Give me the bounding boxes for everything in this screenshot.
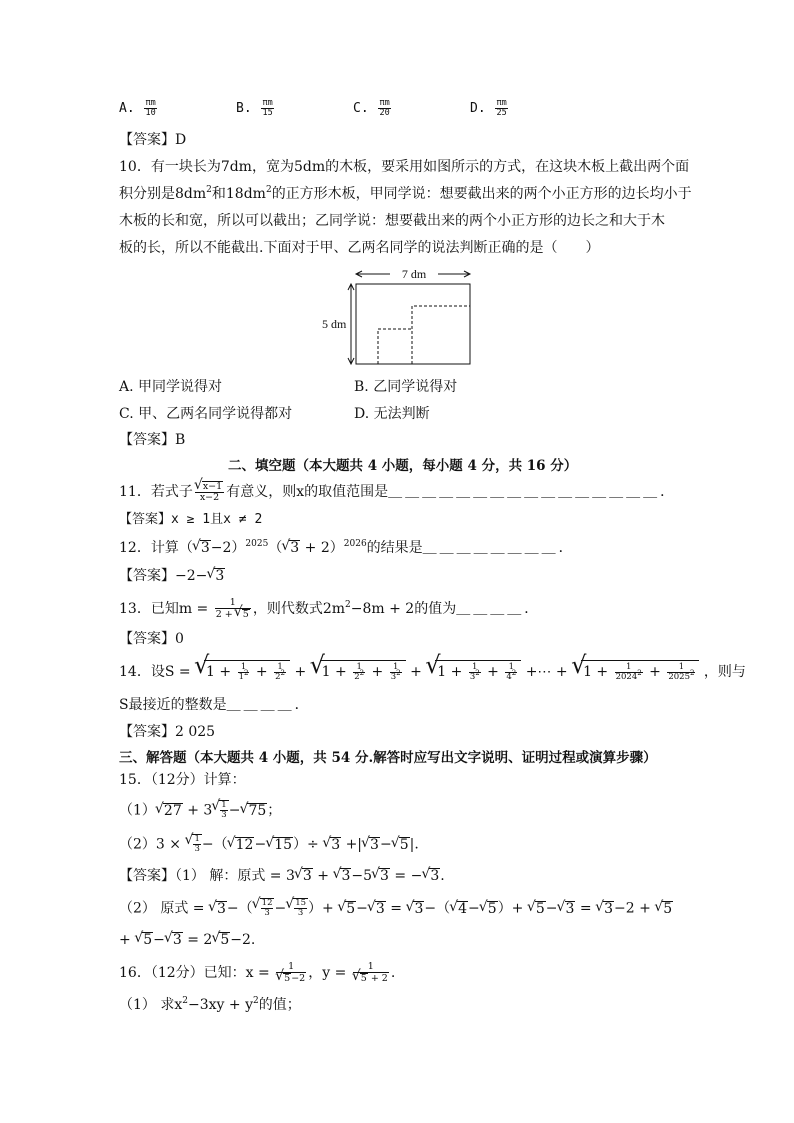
text: = 2 — [182, 932, 213, 948]
sqrt: √ 5 — [283, 973, 291, 983]
fraction — [667, 663, 695, 682]
q14-answer: 【答案】2 025 — [119, 724, 216, 740]
text: 1 + — [437, 664, 467, 680]
exponent: 2 — [690, 668, 695, 677]
sqrt: √ 3 — [172, 932, 183, 948]
q9-option-a — [119, 99, 159, 118]
sqrt: √ 5 — [242, 609, 250, 619]
numerator: 1 — [390, 663, 402, 673]
q16-part-1 — [119, 995, 301, 1015]
q15-title: 15．（12分）计算： — [119, 772, 246, 788]
section-3-title: 三、解答题（本大题共 4 小题，共 54 分.解答时应写出文字说明、证明过程或演算步骤） — [119, 750, 657, 766]
denominator — [215, 609, 251, 620]
q10-option-c: C. 甲、乙两名同学说得都对 — [119, 406, 293, 422]
q9-answer: 【答案】D — [119, 132, 187, 148]
numerator: √ 1 — [194, 834, 200, 844]
text: （2） — [119, 836, 156, 853]
text: 1 + — [206, 664, 236, 680]
q13-line — [119, 598, 541, 620]
fraction — [193, 835, 200, 854]
text: ）+ — [497, 900, 528, 917]
denominator: 20 — [379, 108, 390, 118]
sqrt-term-last — [581, 660, 699, 682]
text: 有意义，则x的取值范围是 — [226, 484, 389, 500]
text: 2025 — [668, 671, 690, 682]
small-square — [378, 329, 412, 364]
text: 积分别是8dm — [119, 186, 207, 202]
sqrt — [260, 898, 275, 918]
text: （1） — [119, 802, 156, 819]
q15-answer-1 — [119, 866, 445, 886]
text: 3 × — [155, 836, 186, 853]
option-letter: B. — [236, 101, 252, 116]
sqrt — [293, 898, 308, 918]
sqrt: √ 3 — [330, 837, 341, 853]
q12-answer — [119, 566, 225, 586]
denominator — [274, 668, 286, 682]
numerator: 1 — [353, 663, 365, 673]
fraction — [276, 962, 306, 984]
text: 14．设S = — [119, 664, 196, 680]
text: 3 — [390, 671, 397, 682]
large-square — [412, 306, 470, 364]
exponent: 2 — [345, 600, 351, 610]
numerator — [195, 481, 224, 493]
option-letter: D. — [470, 101, 486, 116]
numerator: 1 — [276, 962, 306, 973]
denominator — [353, 668, 365, 682]
option-letter: C. — [353, 101, 369, 116]
q10-answer: 【答案】B — [119, 432, 186, 448]
sqrt: √ 15 — [273, 837, 293, 853]
text: + 3 — [182, 802, 213, 819]
q15-part-1: （1）√ 27 + 3 √ $\frac{1}{3}$ −√ 75； — [119, 800, 281, 821]
sqrt: √ x−1 — [202, 481, 223, 492]
sqrt: √ 5 — [487, 901, 498, 917]
text: − — [356, 900, 368, 917]
sqrt — [192, 834, 201, 854]
denominator: 3 — [297, 908, 304, 918]
text: −（ — [201, 836, 228, 853]
q14-line-1: 14．设S = √ 1 + $\frac{1}{1^2}$ + $\frac{1}{2^2}$ + √ 1 + $\frac{1}{2^2}$ + $\frac{1}{3^2}$ + √ 1 + $\frac{1}{3^2}$ + $\frac{1}{4^2}$ +⋯ + √ 1 + $\frac{1}{2024^2}$ + $\frac{1}{2025^2}$ ，则与 — [119, 660, 746, 682]
numerator: πm — [496, 98, 507, 108]
text: 13．已知m = — [119, 601, 213, 617]
sqrt: √ 5 — [345, 901, 356, 917]
fraction — [353, 663, 365, 682]
text: 12．计算（ — [119, 540, 193, 556]
option-letter: A. — [119, 101, 135, 116]
numerator: 1 — [505, 663, 517, 673]
denominator — [667, 668, 695, 682]
fraction — [220, 801, 227, 820]
exponent: 2 — [637, 668, 642, 677]
numerator: 1 — [215, 598, 251, 609]
text: ，y = — [308, 965, 351, 981]
text: 2 + — [215, 609, 236, 620]
sqrt: √ 3 — [340, 868, 351, 884]
numerator: 1 — [667, 663, 695, 673]
q15-answer-3 — [119, 930, 255, 950]
denominator — [505, 668, 517, 682]
text: −2 — [291, 973, 306, 984]
exponent: 2 — [252, 996, 259, 1006]
section-2-title: 二、填空题（本大题共 4 小题，每小题 4 分，共 16 分） — [228, 458, 578, 474]
exponent: 2 — [511, 668, 517, 677]
sqrt: √ 3 — [216, 901, 227, 917]
denominator — [238, 668, 250, 682]
q15-part-2: （2）3 × √ $\frac{1}{3}$ −（√ 12−√ 15）÷ √ 3 +|√ 3−√ 5|. — [119, 834, 419, 855]
text: = — [575, 900, 597, 917]
text: −5 — [351, 868, 373, 884]
denominator — [353, 973, 389, 984]
board-figure — [322, 268, 482, 370]
denominator: 3 — [221, 810, 227, 820]
text: −8m + 2的值为 — [350, 601, 457, 617]
text: −2） — [210, 540, 246, 556]
text: −（ — [226, 900, 253, 917]
fraction — [215, 598, 251, 620]
denominator: x−2 — [199, 492, 220, 503]
sqrt: √ 3 — [302, 868, 313, 884]
sqrt: √ 75 — [247, 803, 267, 819]
text: . — [440, 868, 445, 884]
text: 【答案】−2− — [119, 568, 208, 584]
numerator: √ 15 — [295, 898, 307, 908]
q10-option-d: D. 无法判断 — [354, 406, 430, 422]
text: −2. — [230, 932, 256, 948]
q16-title — [119, 962, 395, 984]
text: （ — [268, 540, 283, 556]
text: + 2） — [300, 540, 344, 556]
text: 16．（12分）已知：x = — [119, 965, 275, 981]
sqrt-term-1 — [204, 660, 290, 682]
q13-answer: 【答案】0 — [119, 631, 184, 647]
fraction — [238, 663, 250, 682]
text: 的正方形木板，甲同学说：想要截出来的两个小正方形的边长均小于 — [271, 186, 692, 202]
exponent: 2025 — [245, 539, 269, 549]
text: 2 — [354, 671, 360, 682]
fraction — [505, 663, 517, 682]
denominator — [390, 668, 402, 682]
exponent: 2 — [396, 668, 401, 677]
sqrt: √ 3 — [369, 837, 380, 853]
text: + 2 — [367, 973, 388, 984]
text: + — [119, 932, 136, 948]
superscript: 2 — [265, 185, 272, 195]
text: 1 — [238, 671, 245, 682]
blank: ＿＿＿＿＿＿＿＿． — [422, 540, 576, 556]
text: . — [390, 965, 396, 981]
text: +| — [341, 836, 363, 853]
sqrt: √ 5 — [219, 932, 230, 948]
q11-line — [119, 481, 677, 503]
text: − — [379, 836, 392, 853]
q9-option-b — [236, 99, 276, 118]
q10-line-1: 10．有一块长为7dm，宽为5dm的木板，要采用如图所示的方式，在这块木板上截出两个面 — [119, 159, 690, 175]
q14-line-2 — [119, 695, 312, 715]
sqrt: √ 3 — [565, 901, 576, 917]
superscript: 2 — [206, 185, 212, 195]
sqrt-term-2 — [320, 660, 406, 682]
sqrt — [219, 800, 228, 820]
text: + — [367, 664, 388, 680]
denominator: 10 — [145, 108, 156, 118]
text: = — [385, 900, 407, 917]
numerator: 1 — [469, 663, 481, 673]
text: 的值； — [258, 997, 301, 1013]
text: + — [482, 664, 504, 680]
numerator: √ 1 — [221, 800, 227, 810]
sqrt: √ 3 — [603, 901, 614, 917]
numerator: πm — [145, 98, 156, 108]
text: − — [153, 932, 165, 948]
sqrt: √ 3 — [375, 901, 386, 917]
denominator: 25 — [496, 108, 507, 118]
text: 1 + — [321, 664, 352, 680]
denominator — [276, 973, 306, 984]
sqrt: √ 27 — [163, 803, 183, 819]
height-label: 5 dm — [322, 317, 347, 331]
text: 【答案】（1） 解：原式 = 3 — [119, 868, 295, 884]
fraction — [274, 663, 286, 682]
numerator: √ 12 — [261, 898, 273, 908]
text: 11．若式子 — [119, 484, 193, 500]
q10-option-a: A. 甲同学说得对 — [119, 379, 223, 395]
q11-answer: 【答案】x ≥ 1且x ≠ 2 — [119, 512, 263, 527]
exponent: 2 — [182, 996, 188, 1006]
denominator — [615, 668, 643, 682]
text: ，则与 — [703, 664, 746, 680]
denominator: 15 — [262, 108, 273, 118]
text: 和18dm — [211, 186, 266, 202]
sqrt: √ 3 — [214, 568, 225, 584]
q15-answer-2: （2） 原式 = √ 3−（ √ $\frac{12}{3}$ − √ $\frac{15}{3}$ ）+ √ 5−√ 3 = √ 3−（√ 4−√ 5）+ √ 5−√ 3 = √ 3−2 + √ 5 — [119, 898, 673, 919]
sqrt: √ 5 — [142, 932, 153, 948]
ellipsis: +⋯ + — [525, 664, 573, 680]
text: 2024 — [615, 671, 638, 682]
text: ，则代数式2m — [252, 601, 346, 617]
text: + — [312, 868, 334, 884]
text: 的结果是 — [366, 540, 423, 556]
sqrt: √ 4 — [457, 901, 468, 917]
fraction — [469, 663, 481, 682]
text: −3xy + y — [188, 997, 253, 1013]
exponent: 2 — [475, 668, 480, 677]
sqrt: √ 3 — [289, 540, 300, 556]
sqrt-term-3 — [435, 660, 521, 682]
text: ； — [267, 802, 282, 819]
text: 1 + — [583, 664, 613, 680]
exponent: 2 — [280, 668, 286, 677]
numerator: 1 — [615, 663, 643, 673]
fraction — [615, 663, 643, 682]
fraction — [378, 99, 390, 118]
text: ）+ — [308, 900, 339, 917]
sqrt: √ 3 — [379, 868, 390, 884]
fraction — [195, 481, 224, 503]
fraction — [353, 962, 389, 984]
exponent: 2 — [359, 668, 365, 677]
blank: ＿＿＿＿． — [226, 697, 312, 713]
sqrt: √ 5 — [399, 837, 410, 853]
fraction — [294, 899, 307, 918]
exponent: 2 — [244, 668, 249, 677]
denominator: 3 — [194, 844, 200, 854]
text: + — [251, 664, 273, 680]
numerator: 1 — [274, 663, 286, 673]
text: （1） 求x — [119, 997, 183, 1013]
exponent: 2026 — [343, 539, 367, 549]
sqrt: √ 12 — [235, 837, 255, 853]
width-label: 7 dm — [401, 268, 427, 281]
text: 4 — [506, 671, 512, 682]
board-rectangle — [356, 284, 470, 364]
q10-line-2 — [119, 184, 692, 204]
q10-line-4: 板的长，所以不能截出.下面对于甲、乙两名同学的说法判断正确的是（ ） — [119, 240, 600, 256]
text: − — [468, 900, 480, 917]
blank: ＿＿＿＿＿＿＿＿＿＿＿＿＿＿＿＿． — [388, 484, 678, 500]
sqrt: √ 3 — [200, 540, 211, 556]
text: （2） 原式 = — [119, 900, 209, 917]
q12-line — [119, 538, 576, 558]
fraction — [261, 899, 274, 918]
text: |. — [409, 836, 419, 853]
fraction — [261, 99, 273, 118]
q9-option-c — [353, 99, 393, 118]
sqrt: √ 3 — [429, 868, 440, 884]
text: −2 + — [614, 900, 656, 917]
text: ）÷ — [293, 836, 324, 853]
numerator: πm — [262, 98, 273, 108]
q9-option-d — [470, 99, 510, 118]
numerator: 1 — [353, 962, 389, 973]
denominator: 3 — [264, 908, 270, 918]
text: + — [644, 664, 666, 680]
fraction — [144, 99, 156, 118]
text: 3 — [469, 671, 476, 682]
numerator: πm — [379, 98, 390, 108]
numerator: 1 — [238, 663, 250, 673]
text: 2 — [275, 671, 281, 682]
fraction — [495, 99, 507, 118]
sqrt: √ 5 — [360, 973, 368, 983]
text: − — [545, 900, 558, 917]
q10-line-3: 木板的长和宽，所以可以截出；乙同学说：想要截出来的两个小正方形的边长之和大于木 — [119, 213, 665, 229]
q10-option-b: B. 乙同学说得对 — [354, 379, 458, 395]
sqrt: √ 5 — [662, 901, 673, 917]
denominator — [469, 668, 481, 682]
text: S最接近的整数是 — [119, 697, 227, 713]
text: = − — [389, 868, 423, 884]
text: −（ — [424, 900, 451, 917]
blank: ＿＿＿＿． — [456, 601, 542, 617]
sqrt: √ 5 — [535, 901, 546, 917]
sqrt: √ 3 — [413, 901, 424, 917]
fraction — [390, 663, 402, 682]
